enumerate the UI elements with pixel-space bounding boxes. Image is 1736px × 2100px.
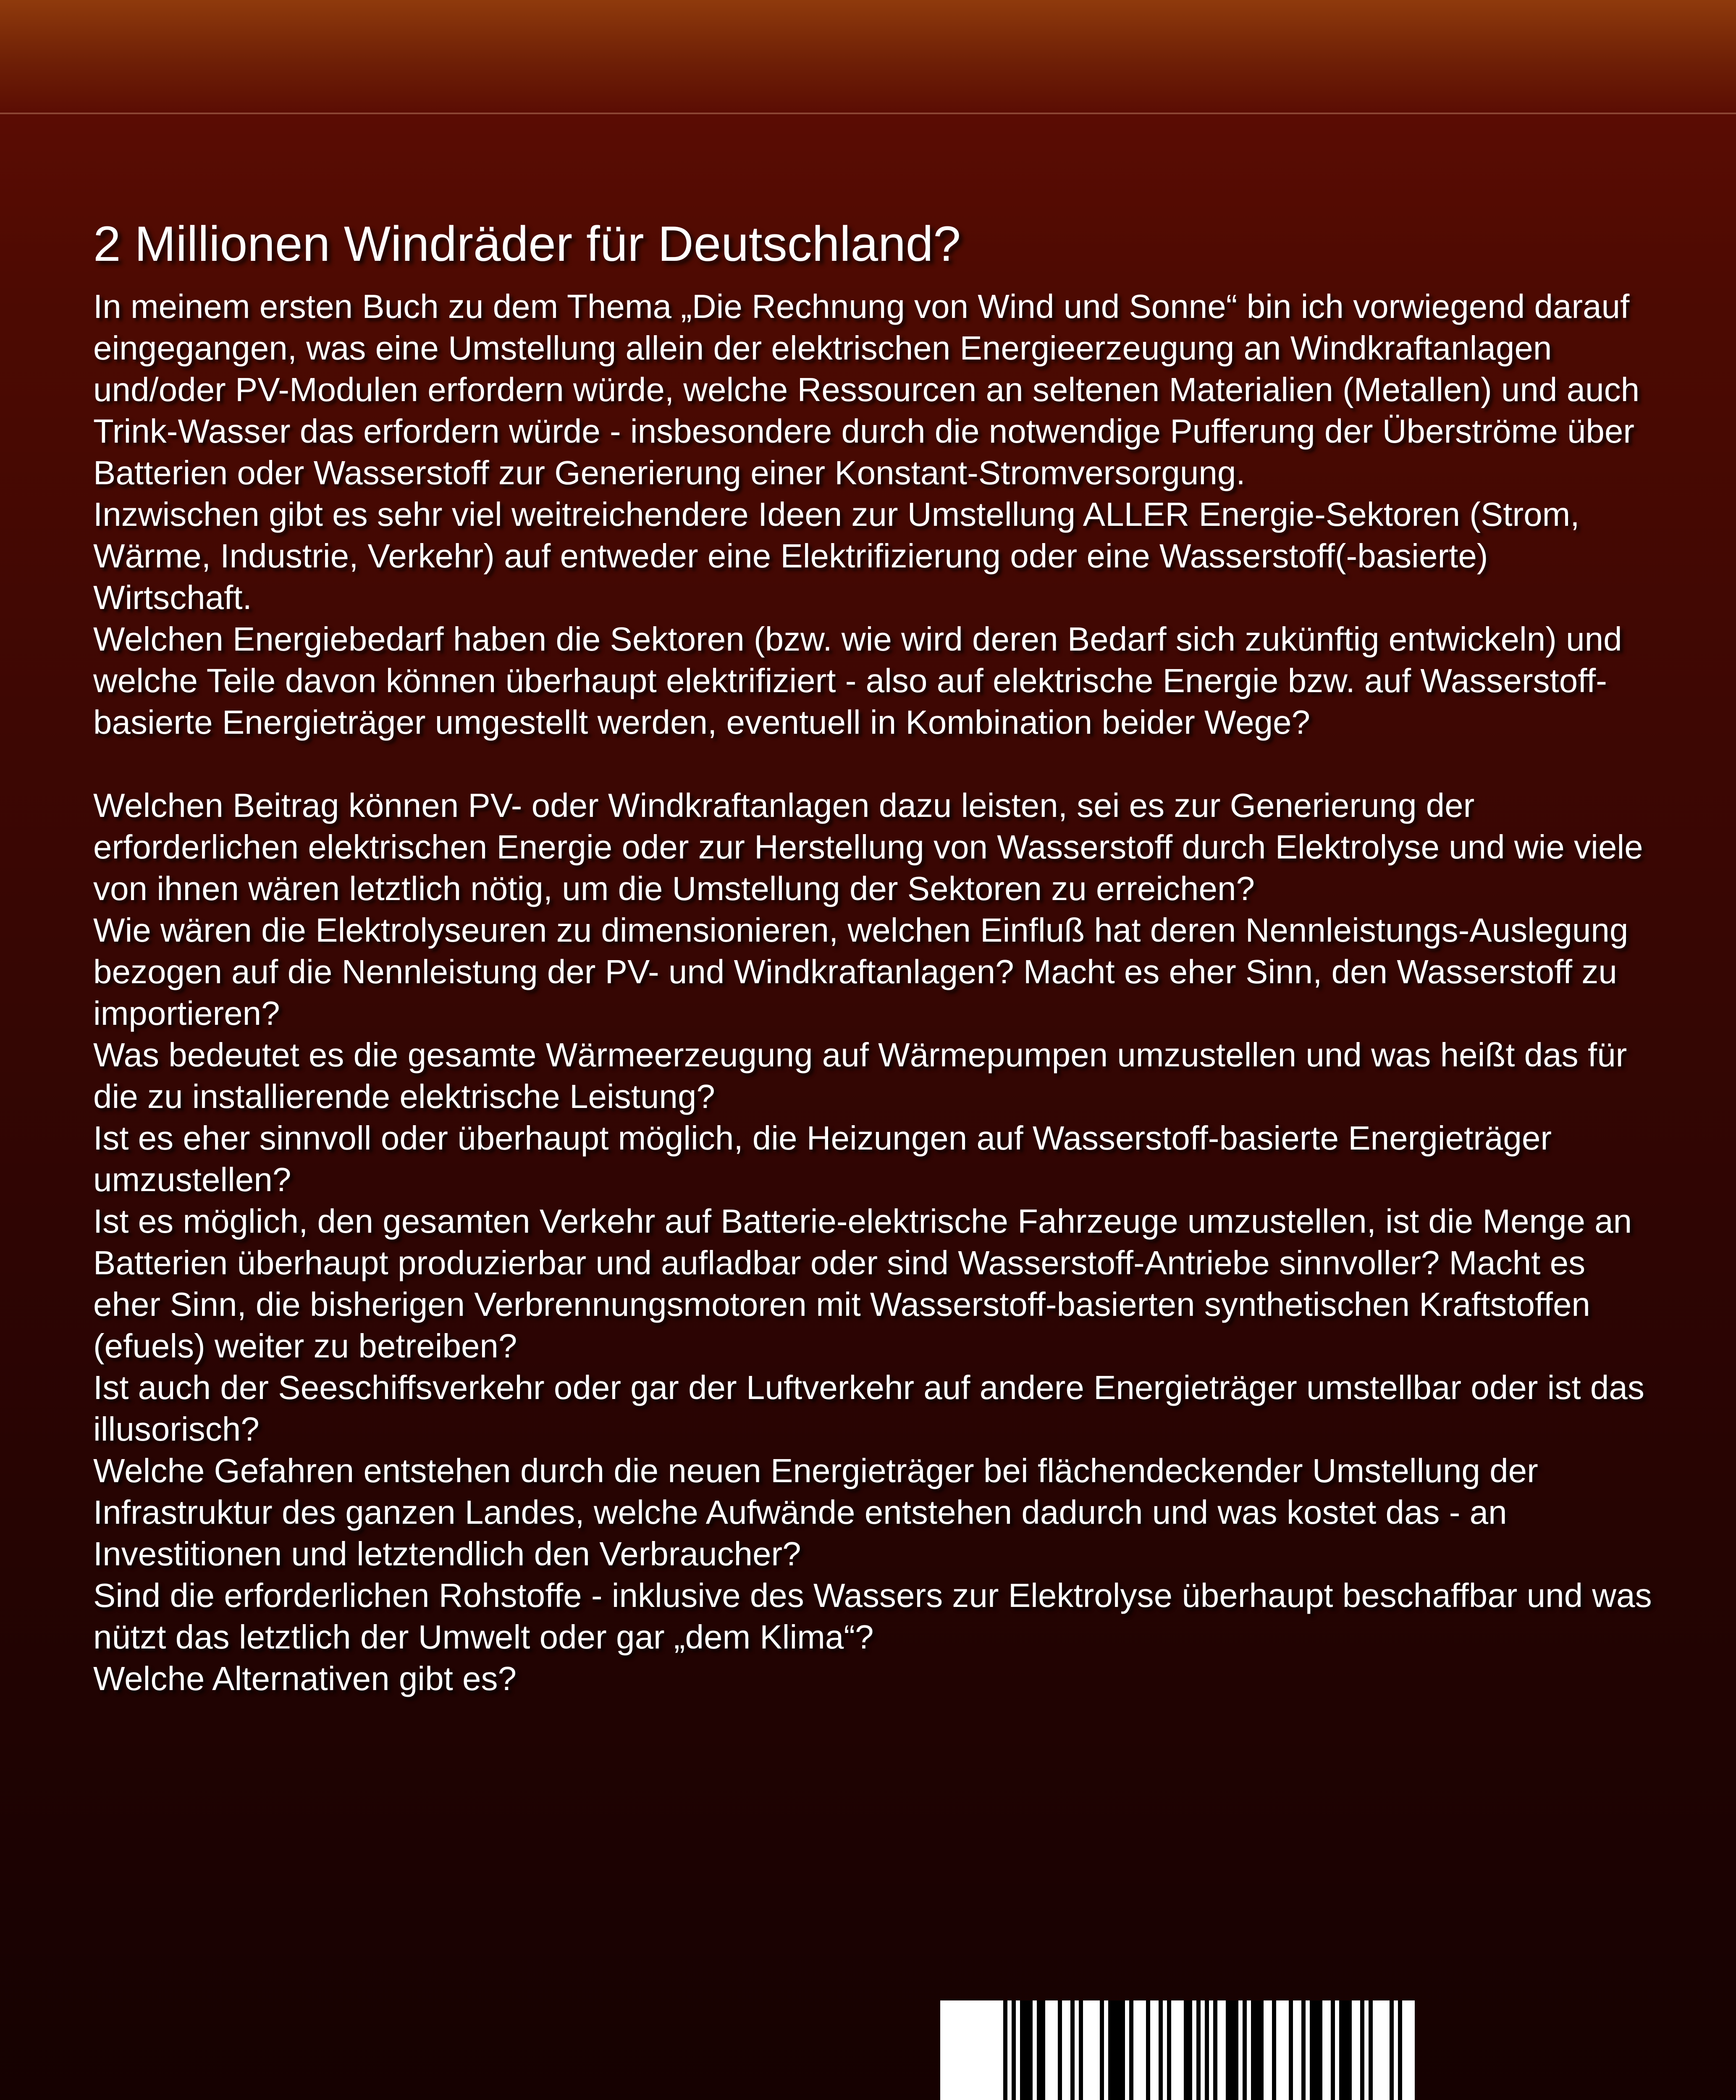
barcode-bar: [1390, 2000, 1394, 2100]
barcode-bar: [1230, 2000, 1234, 2100]
barcode-bar: [1184, 2000, 1188, 2100]
blurb-text: [93, 286, 1655, 1699]
blurb-paragraph: Was bedeutet es die gesamte Wärmeerzeugung auf Wärmepumpen umzustellen und was heißt das für die zu installierende elektrische Leistung?: [93, 1036, 1627, 1115]
barcode-bar: [1167, 2000, 1171, 2100]
isbn-barcode: [940, 2000, 1415, 2100]
blurb-paragraph: Wie wären die Elektrolyseuren zu dimensionieren, welchen Einfluß hat deren Nennleistungs-Auslegung bezogen auf die Nennleistung der PV- und Windkraftanlagen? Macht es eher Sinn, den Wasserstoff zu importieren?: [93, 911, 1628, 1032]
barcode-bar: [1213, 2000, 1217, 2100]
barcode-bar: [1070, 2000, 1075, 2100]
barcode-bar: [1112, 2000, 1117, 2100]
barcode-bar: [1146, 2000, 1150, 2100]
barcode-bar: [1012, 2000, 1016, 2100]
top-divider: [0, 113, 1736, 114]
blurb-paragraph: Welchen Energiebedarf haben die Sektoren (bzw. wie wird deren Bedarf sich zukünftig entwickeln) und welche Teile davon können überhaupt elektrifiziert - also auf elektrische Energie bzw. auf Wasserstoff-basierte Energieträger umgestellt werden, eventuell in Kombination beider Wege?: [93, 620, 1622, 741]
barcode-bar: [1205, 2000, 1209, 2100]
barcode-bar: [1188, 2000, 1192, 2100]
barcode-bar: [1003, 2000, 1007, 2100]
book-title: 2 Millionen Windräder für Deutschland?: [93, 216, 961, 272]
paragraph-gap: [93, 743, 1655, 785]
blurb-paragraph: Welche Gefahren entstehen durch die neuen Energieträger bei flächendeckender Umstellung der Infrastruktur des ganzen Landes, welche Aufwände entstehen dadurch und was kostet das - an Investitionen und letztendlich den Verbraucher?: [93, 1452, 1538, 1572]
barcode-bar: [1028, 2000, 1033, 2100]
barcode-bar: [1100, 2000, 1104, 2100]
barcode-bar: [1339, 2000, 1343, 2100]
barcode-bar: [1259, 2000, 1264, 2100]
barcode-bar: [1121, 2000, 1125, 2100]
barcode-bar: [1343, 2000, 1348, 2100]
barcode-bar: [1020, 2000, 1024, 2100]
barcode-bar: [1024, 2000, 1028, 2100]
barcode-bar: [1108, 2000, 1112, 2100]
barcode-bar: [1234, 2000, 1238, 2100]
barcode-bar: [1196, 2000, 1201, 2100]
barcode-bar: [1348, 2000, 1352, 2100]
barcode-bar: [1369, 2000, 1373, 2100]
blurb-paragraph: In meinem ersten Buch zu dem Thema „Die Rechnung von Wind und Sonne“ bin ich vorwiegend darauf eingegangen, was eine Umstellung allein der elektrischen Energieerzeugung an Windkraftanlagen und/oder PV-Modulen erfordern würde, welche Ressourcen an seltenen Materialien (Metallen) und auch Trink-Wasser das erfordern würde - insbesondere durch die notwendige Pufferung der Überströme über Batterien oder Wasserstoff zur Generierung einer Konstant-Stromversorgung.: [93, 288, 1640, 491]
barcode-bar: [1360, 2000, 1364, 2100]
barcode-bar: [1129, 2000, 1133, 2100]
blurb-paragraph: Welchen Beitrag können PV- oder Windkraftanlagen dazu leisten, sei es zur Generierung der erforderlichen elektrischen Energie oder zur Herstellung von Wasserstoff durch Elektrolyse und wie viele von ihnen wären letztlich nötig, um die Umstellung der Sektoren zu erreichen?: [93, 787, 1643, 907]
barcode-bar: [1079, 2000, 1083, 2100]
blurb-paragraph: Sind die erforderlichen Rohstoffe - inklusive des Wassers zur Elektrolyse überhaupt beschaffbar und was nützt das letztlich der Umwelt oder gar „dem Klima“?: [93, 1577, 1652, 1656]
barcode-bar: [1251, 2000, 1255, 2100]
barcode-bar: [1314, 2000, 1318, 2100]
barcode-bar: [1272, 2000, 1276, 2100]
barcode-bar: [1041, 2000, 1045, 2100]
barcode-bar: [1255, 2000, 1259, 2100]
barcode-bar: [1318, 2000, 1322, 2100]
barcode-bar: [1226, 2000, 1230, 2100]
barcode-bar: [1289, 2000, 1293, 2100]
blurb-paragraph: Ist es eher sinnvoll oder überhaupt möglich, die Heizungen auf Wasserstoff-basierte Energieträger umzustellen?: [93, 1119, 1552, 1198]
barcode-bar: [1117, 2000, 1121, 2100]
barcode-bar: [1301, 2000, 1306, 2100]
blurb-paragraph: Welche Alternativen gibt es?: [93, 1660, 517, 1697]
blurb-paragraph: Ist auch der Seeschiffsverkehr oder gar der Luftverkehr auf andere Energieträger umstellbar oder ist das illusorisch?: [93, 1369, 1644, 1448]
barcode-bar: [1398, 2000, 1402, 2100]
barcode-bar: [1159, 2000, 1163, 2100]
blurb-paragraph: Inzwischen gibt es sehr viel weitreichendere Ideen zur Umstellung ALLER Energie-Sektoren (Strom, Wärme, Industrie, Verkehr) auf entweder eine Elektrifizierung oder eine Wasserstoff(-basierte) Wirtschaft.: [93, 496, 1580, 616]
barcode-bar: [1243, 2000, 1247, 2100]
barcode-bar: [1058, 2000, 1062, 2100]
barcode-bar: [1331, 2000, 1335, 2100]
blurb-paragraph: Ist es möglich, den gesamten Verkehr auf Batterie-elektrische Fahrzeuge umzustellen, ist die Menge an Batterien überhaupt produzierbar und aufladbar oder sind Wasserstoff-Antriebe sinnvoller? Macht es eher Sinn, die bisherigen Verbrennungsmotoren mit Wasserstoff-basierten synthetischen Kraftstoffen (efuels) weiter zu betreiben?: [93, 1202, 1632, 1365]
barcode-bar: [1310, 2000, 1314, 2100]
barcode-bar: [1037, 2000, 1041, 2100]
barcode-bars: [940, 2000, 1415, 2100]
